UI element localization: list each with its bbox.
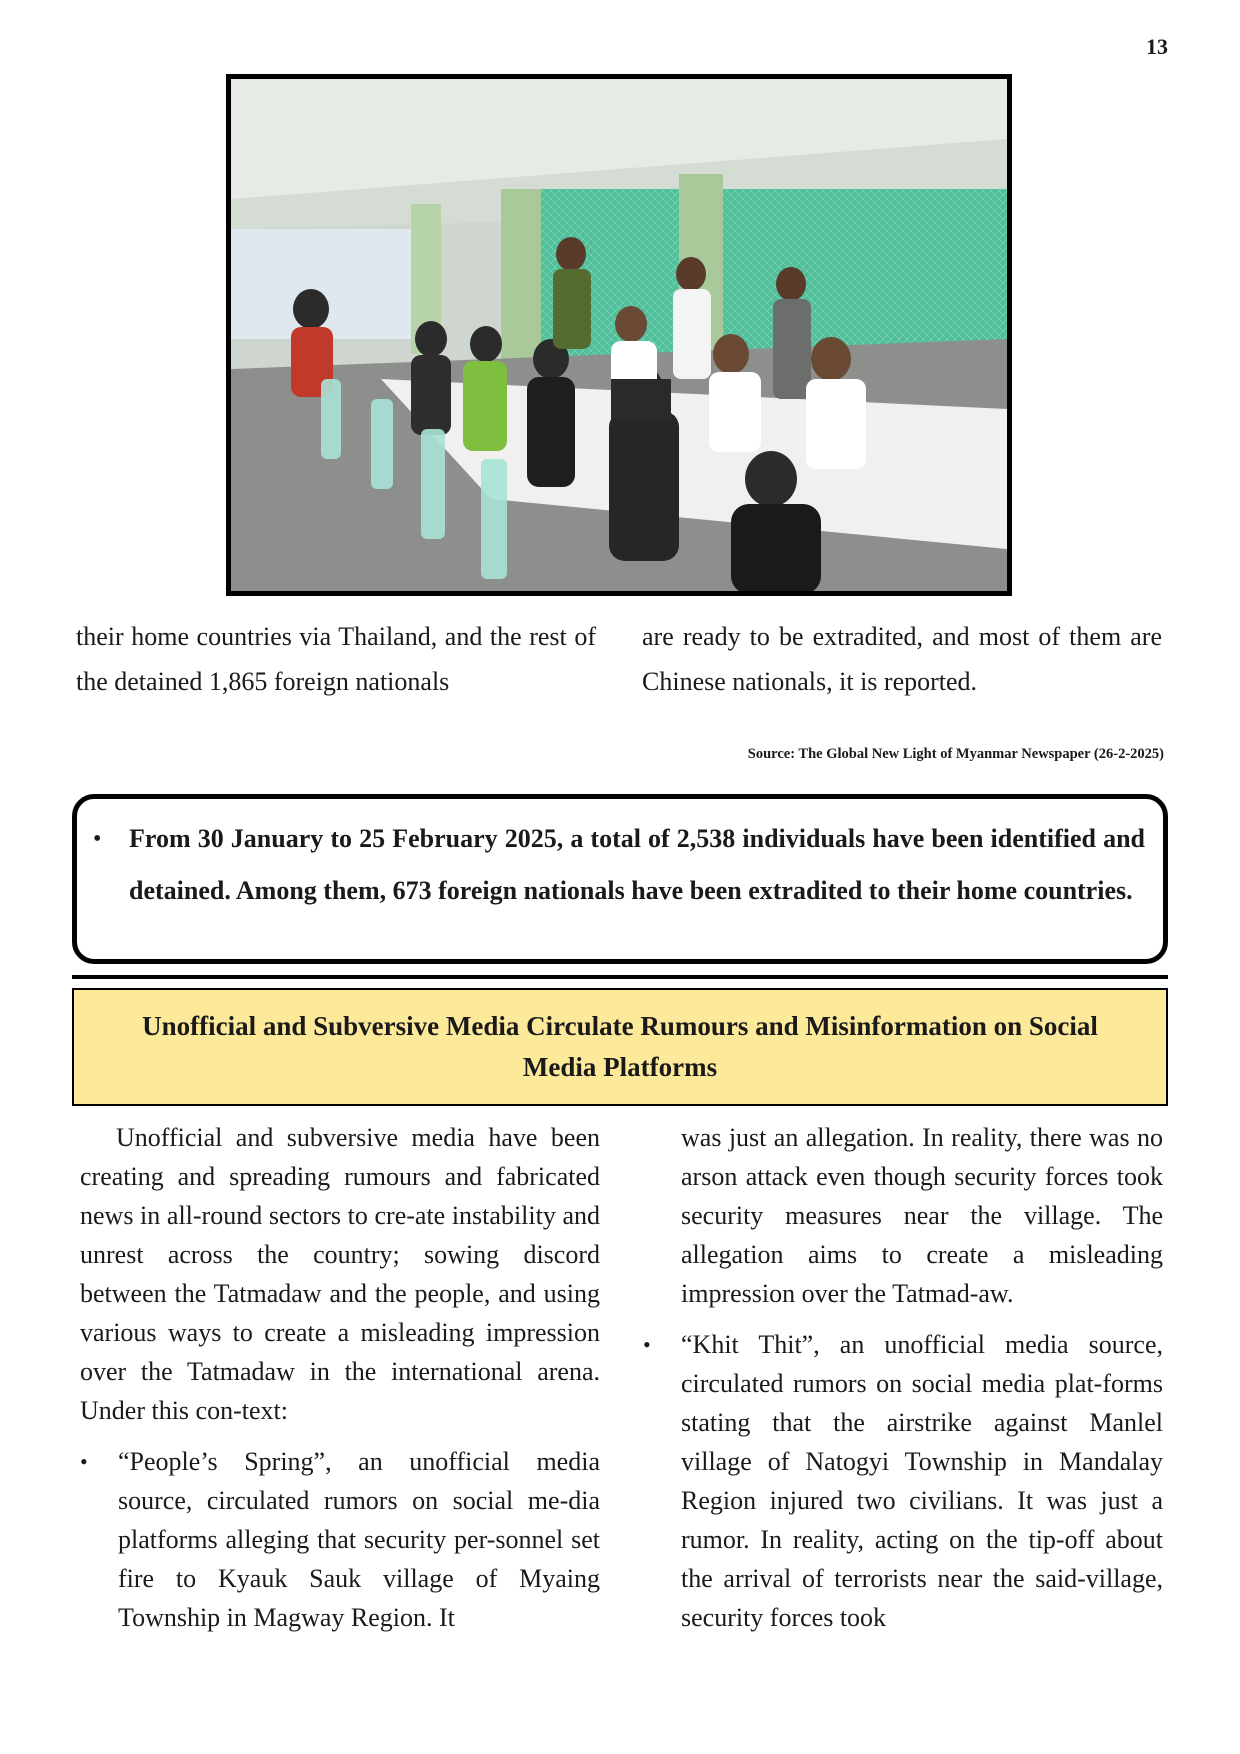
body-left-column [80, 1118, 600, 1637]
article-body [80, 1118, 1163, 1637]
continued-right-text: are ready to be extradited, and most of them are Chinese nationals, it is reported. [642, 622, 1162, 696]
highlight-box [72, 794, 1168, 964]
source-citation: Source: The Global New Light of Myanmar Newspaper (26-2-2025) [747, 746, 1164, 762]
bullet-continuation: was just an allegation. In reality, there was no arson attack even though security forces took security measures near the village. The allegation aims to create a misleading impression over the Tatmad-aw. [681, 1123, 1163, 1308]
bullet-item-peoples-spring [80, 1442, 600, 1637]
photo-registration-scene-icon [231, 79, 1007, 591]
bullet-item-khit-thit [643, 1325, 1163, 1637]
news-photo [226, 74, 1012, 596]
section-title: Unofficial and Subversive Media Circulate Rumours and Misinformation on Social Media Platforms [142, 1011, 1098, 1082]
intro-paragraph: Unofficial and subversive media have been creating and spreading rumours and fabricated news in all-round sectors to cre-ate instability and unrest across the country; sowing discord between the Tatmadaw and the people, and using various ways to create a misleading impression over the Tatmadaw in the international arena. Under this con-text: [80, 1123, 600, 1425]
continued-article [76, 614, 1162, 704]
body-right-column [643, 1118, 1163, 1637]
continued-left-text: their home countries via Thailand, and the rest of the detained 1,865 foreign nationals [76, 622, 596, 696]
bullet-item-text: “People’s Spring”, an unofficial media source, circulated rumors on social me-dia platforms alleging that security per-sonnel set fire to Kyauk Sauk village of Myaing Township in Magway Region. It [118, 1447, 600, 1632]
highlight-text: From 30 January to 25 February 2025, a total of 2,538 individuals have been identified and detained. Among them, 673 foreign nationals have been extradited to their home countries. [129, 824, 1145, 905]
section-divider [72, 975, 1168, 979]
continued-left-column [76, 614, 596, 704]
section-heading-box [72, 988, 1168, 1106]
bullet-icon: • [643, 1332, 651, 1357]
bullet-icon: • [80, 1449, 88, 1474]
bullet-item-text: “Khit Thit”, an unofficial media source, circulated rumors on social media plat-forms stating that the airstrike against Manlel village of Natogyi Township in Mandalay Region injured two civilians. It was just a rumor. In reality, acting on the tip-off about the arrival of terrorists near the said-village, security forces took [681, 1330, 1163, 1632]
bullet-icon: • [93, 826, 102, 852]
continued-right-column [642, 614, 1162, 704]
page-number: 13 [1146, 34, 1168, 59]
